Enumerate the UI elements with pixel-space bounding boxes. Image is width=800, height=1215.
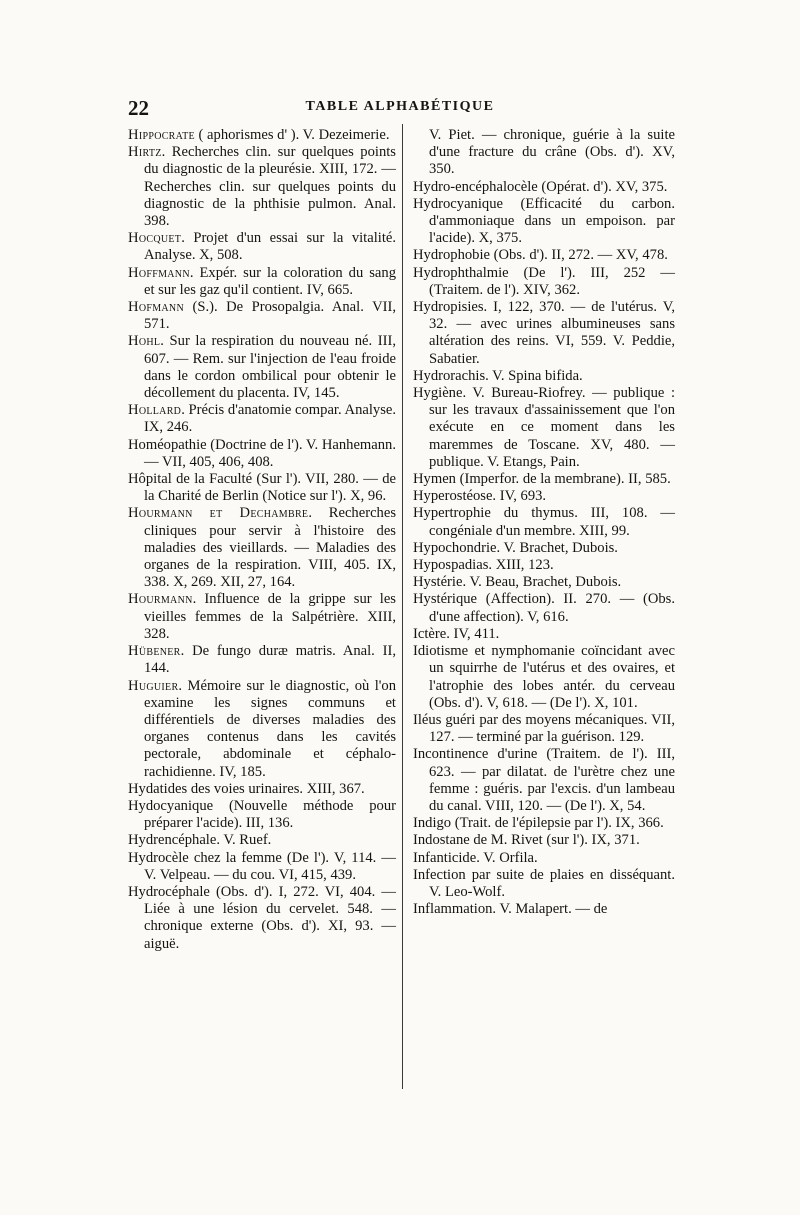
column-divider <box>402 124 403 1089</box>
entry-text: Iléus guéri par des moyens mécaniques. VII, 127. — terminé par la guérison. 129. <box>413 711 675 746</box>
index-entry <box>128 144 396 230</box>
index-entry <box>128 591 396 643</box>
index-entry <box>413 591 675 625</box>
index-entry <box>413 815 675 832</box>
entry-text: Hypospadias. XIII, 123. <box>413 557 554 574</box>
running-title: TABLE ALPHABÉTIQUE <box>305 99 495 114</box>
entry-heading: Hollard <box>128 402 182 419</box>
entry-text: Infection par suite de plaies en disséquant. V. Leo-Wolf. <box>413 866 675 900</box>
entry-text: Indigo (Trait. de l'épilepsie par l'). IX, 366. <box>413 815 664 832</box>
entry-text: Hydrorachis. V. Spina bifida. <box>413 367 583 384</box>
index-entry <box>413 540 675 557</box>
entry-text: Incontinence d'urine (Traitem. de l'). III, 623. — par dilatat. de l'urètre chez une femme : guéris. par l'excis. d'un lambeau du canal. VIII, 120. — (De l'). X, 54. <box>413 746 675 814</box>
index-entry <box>128 678 396 781</box>
entry-heading: Hoffmann <box>128 264 190 281</box>
entry-text: . De fungo duræ matris. Anal. II, 144. <box>144 643 396 677</box>
entry-text: Hypertrophie du thymus. III, 108. — congéniale d'un membre. XIII, 99. <box>413 505 675 539</box>
entry-text: Hydrocéphale (Obs. d'). I, 272. VI, 404. — Liée à une lésion du cervelet. 548. — chronique externe (Obs. d'). XI, 93. — aiguë. <box>128 883 396 952</box>
index-entry <box>128 505 396 591</box>
entry-text: Homéopathie (Doctrine de l'). V. Hanhemann. — VII, 405, 406, 408. <box>128 436 396 470</box>
entry-text: . Expér. sur la coloration du sang et sur les gaz qu'il contient. IV, 665. <box>144 264 396 298</box>
entry-text: Hymen (Imperfor. de la membrane). II, 585. <box>413 471 671 488</box>
entry-text: Hyperostéose. IV, 693. <box>413 488 547 505</box>
entry-text: Hystérie. V. Beau, Brachet, Dubois. <box>413 574 622 591</box>
entry-heading: Hippocrate <box>128 127 195 143</box>
entry-text: Hydrencéphale. V. Ruef. <box>128 832 272 849</box>
entry-text: Hypochondrie. V. Brachet, Dubois. <box>413 539 618 556</box>
index-entry <box>413 471 675 488</box>
index-entry <box>413 385 675 471</box>
index-entry <box>128 850 396 884</box>
entry-text: ( aphorismes d' ). V. Dezeimerie. <box>194 127 390 143</box>
index-entry <box>413 712 675 746</box>
entry-heading: Huguier <box>128 677 179 694</box>
entry-text: Indostane de M. Rivet (sur l'). IX, 371. <box>413 832 640 849</box>
page-header <box>128 96 672 122</box>
index-entry <box>413 832 675 849</box>
index-entry <box>128 402 396 436</box>
entry-text: . Recherches cliniques pour servir à l'histoire des maladies des vieillards. — Maladies des organes de la respiration. VIII, 405. IX, 338. X, 269. XII, 27, 164. <box>144 505 396 591</box>
entry-heading: Hourmann <box>128 591 193 608</box>
index-entry <box>413 505 675 539</box>
entry-heading: Hübener <box>128 643 181 660</box>
index-entry <box>413 196 675 248</box>
entry-text: . Sur la respiration du nouveau né. III, 607. — Rem. sur l'injection de l'eau froide dans le cordon ombilical pour obtenir le décollement du placenta. IV, 145. <box>144 333 396 402</box>
index-entry <box>413 368 675 385</box>
index-entry <box>413 265 675 299</box>
entry-text: Infanticide. V. Orfila. <box>413 849 538 866</box>
index-entry <box>413 626 675 643</box>
index-entry <box>413 488 675 505</box>
entry-text: Ictère. IV, 411. <box>413 625 500 642</box>
index-entry <box>128 781 396 798</box>
entry-text: . Mémoire sur le diagnostic, où l'on examine les signes communs et différentiels de diverses maladies des organes contenus dans les cavités pectorale, abdominale et céphalo-rachidienne. IV, 185. <box>144 677 396 780</box>
entry-text: Hygiène. V. Bureau-Riofrey. — publique : sur les travaux d'assainissement que l'on exécute en ce moment dans les maremmes de Toscane. XV, 480. — publique. V. Etangs, Pain. <box>413 385 675 470</box>
entry-heading: Hofmann <box>128 299 184 316</box>
entry-text: Hydrocèle chez la femme (De l'). V, 114. — V. Velpeau. — du cou. VI, 415, 439. <box>128 849 396 883</box>
entry-heading: Hocquet <box>128 230 182 247</box>
index-entry <box>128 798 396 832</box>
entry-text: Hystérique (Affection). II. 270. — (Obs. d'une affection). V, 616. <box>413 591 675 625</box>
index-entry <box>128 333 396 402</box>
entry-heading: Hohl <box>128 333 161 350</box>
index-entry <box>128 884 396 953</box>
index-entry <box>413 643 675 712</box>
index-entry <box>128 265 396 299</box>
entry-text: . Précis d'anatomie compar. Analyse. IX, 246. <box>144 402 396 436</box>
entry-text: (S.). De Prosopalgia. Anal. VII, 571. <box>144 299 396 333</box>
index-entry <box>413 247 675 264</box>
entry-text: Hydrocyanique (Efficacité du carbon. d'ammoniaque dans un empoison. par l'acide). X, 375. <box>413 195 675 247</box>
entry-text: Hydrophthalmie (De l'). III, 252 — (Traitem. de l'). XIV, 362. <box>413 264 675 298</box>
index-entry <box>413 850 675 867</box>
entry-text: . Projet d'un essai sur la vitalité. Analyse. X, 508. <box>144 230 396 264</box>
index-entry <box>128 299 396 333</box>
index-entry <box>413 901 675 918</box>
index-entry <box>128 127 396 144</box>
index-entry <box>128 471 396 505</box>
entry-text: Hydro-encéphalocèle (Opérat. d'). XV, 375. <box>413 178 668 195</box>
index-entry <box>413 299 675 368</box>
index-entry <box>128 832 396 849</box>
entry-text: Idiotisme et nymphomanie coïncidant avec un squirrhe de l'utérus et des ovaires, et l'atrophie des lobes antér. du cerveau (Obs. d'). V, 618. — (De l'). X, 101. <box>413 643 675 711</box>
index-entry <box>413 557 675 574</box>
page-number: 22 <box>128 96 149 120</box>
entry-text: . Influence de la grippe sur les vieilles femmes de la Salpétrière. XIII, 328. <box>144 591 396 642</box>
index-entry <box>413 867 675 901</box>
entry-text: . Recherches clin. sur quelques points du diagnostic de la pleurésie. XIII, 172. — Recherches clin. sur quelques points du diagnostic de la phthisie pulmon. Anal. 398. <box>144 144 396 230</box>
index-entry <box>128 643 396 677</box>
index-entry <box>413 574 675 591</box>
entry-text: Inflammation. V. Malapert. — de <box>413 901 608 918</box>
entry-text: Hydatides des voies urinaires. XIII, 367. <box>128 780 365 797</box>
entry-heading: Hirtz <box>128 144 162 161</box>
index-entry <box>413 179 675 196</box>
index-entry <box>413 127 675 179</box>
right-column <box>413 127 675 918</box>
left-column <box>128 127 396 953</box>
entry-text: Hydocyanique (Nouvelle méthode pour préparer l'acide). III, 136. <box>128 797 396 832</box>
entry-text: Hydrophobie (Obs. d'). II, 272. — XV, 478. <box>413 247 668 264</box>
entry-text: Hydropisies. I, 122, 370. — de l'utérus. V, 32. — avec urines albumineuses sans altération des reins. VI, 559. V. Peddie, Sabatier. <box>413 299 675 367</box>
index-entry <box>128 437 396 471</box>
index-entry <box>413 746 675 815</box>
entry-heading: Hourmann et Dechambre <box>128 505 309 522</box>
index-entry <box>128 230 396 264</box>
entry-text: Hôpital de la Faculté (Sur l'). VII, 280. — de la Charité de Berlin (Notice sur l'). X, 96. <box>128 471 396 505</box>
entry-text: V. Piet. — chronique, guérie à la suite d'une fracture du crâne (Obs. d'). XV, 350. <box>429 127 675 178</box>
